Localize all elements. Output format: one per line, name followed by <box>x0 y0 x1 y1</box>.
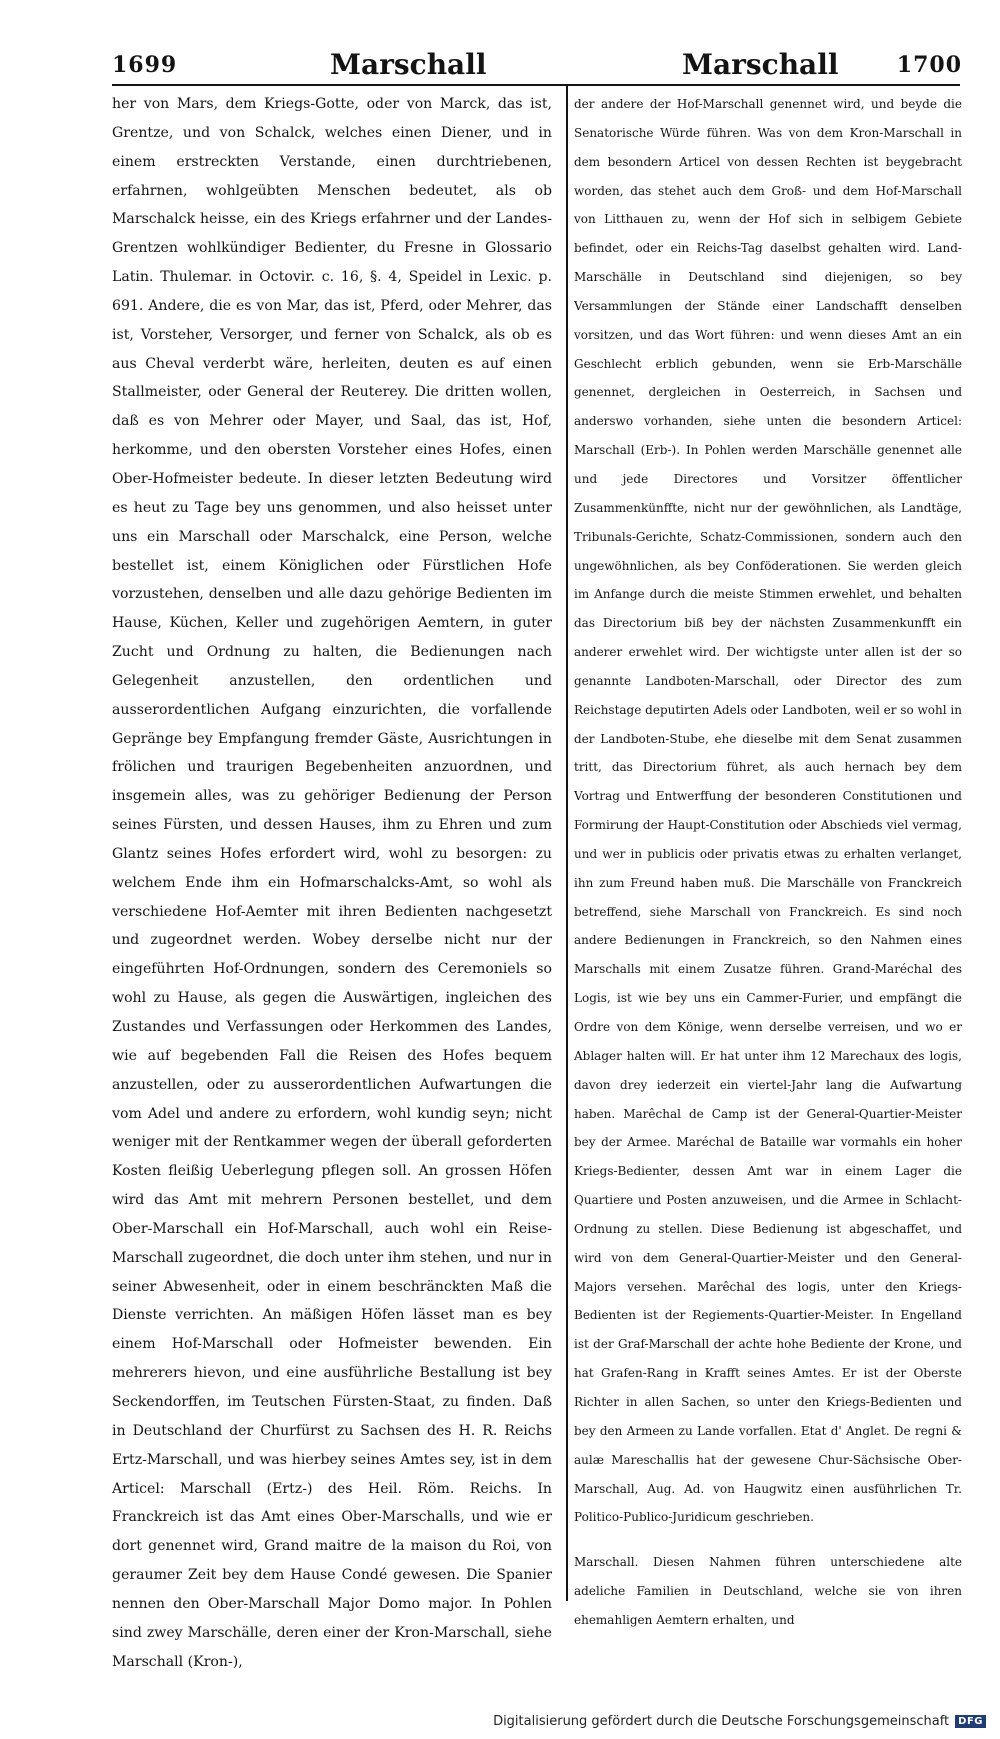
text-column-left <box>112 90 552 1676</box>
page-number-right: 1700 <box>896 52 962 78</box>
running-headword-left: Marschall <box>330 48 487 81</box>
page-number-left: 1699 <box>112 52 178 78</box>
text-column-right <box>574 90 962 1635</box>
paragraph: Marschall. Diesen Nahmen führen unterschiedene alte adeliche Familien in Deutschland, welche sie von ihren ehemahligen Aemtern erhalten, und <box>574 1555 962 1627</box>
running-headword-right: Marschall <box>682 48 839 81</box>
paragraph: der andere der Hof-Marschall genennet wird, und beyde die Senatorische Würde führen. Was von dem Kron-Marschall in dem besondern Articel von dessen Rechten ist beygebracht worden, das stehet auch dem Groß- und dem Hof-Marschall von Litthauen zu, wenn der Hof sich in selbigem Gebiete befindet, oder ein Reichs-Tag daselbst gehalten wird. Land-Marschälle in Deutschland sind diejenigen, so bey Versammlungen der Stände einer Landschafft denselben vorsitzen, und das Wort führen: und wenn dieses Amt an ein Geschlecht erblich gebunden, wenn sie Erb-Marschälle genennet, dergleichen in Oesterreich, in Sachsen und anderswo vorhanden, siehe unten die besondern Articel: Marschall (Erb-). In Pohlen werden Marschälle genennet alle und jede Directores und Vorsitzer öffentlicher Zusammenkünffte, nicht nur der gewöhnlichen, als Landtäge, Tribunals-Gerichte, Schatz-Commissionen, sondern auch den ungewöhnlichen, als bey Conföderationen. Sie werden gleich im Anfange durch die meiste Stimmen erwehlet, und behalten das Directorium biß bey der nächsten Zusammenkunfft ein anderer erwehlet wird. Der wichtigste unter allen ist der so genannte Landboten-Marschall, oder Director des zum Reichstage deputirten Adels oder Landboten, weil er so wohl in der Landboten-Stube, ehe dieselbe mit dem Senat zusammen tritt, das Directorium führet, als auch hernach bey dem Vortrag und Entwerffung der besonderen Constitutionen und Formirung der Haupt-Constitution oder Abschieds viel vermag, und wer in publicis oder privatis etwas zu erhalten verlanget, ihn zum Freund haben muß. Die Marschälle von Franckreich betreffend, siehe Marschall von Franckreich. Es sind noch andere Bedienungen in Franckreich, so den Nahmen eines Marschalls mit einem Zusatze führen. Grand-Maréchal des Logis, ist wie bey uns ein Cammer-Furier, und empfängt die Ordre von dem Könige, wenn derselbe verreisen, und wo er Ablager halten will. Er hat unter ihm 12 Marechaux des logis, davon drey iederzeit ein viertel-Jahr lang die Aufwartung haben. Marêchal de Camp ist der General-Quartier-Meister bey der Armee. Maréchal de Bataille war vormahls ein hoher Kriegs-Bedienter, dessen Amt war in einem Lager die Quartiere und Posten anzuweisen, und die Armee in Schlacht-Ordnung zu stellen. Diese Bedienung ist abgeschaffet, und wird von dem General-Quartier-Meister und den General-Majors versehen. Marêchal des logis, unter den Kriegs-Bedienten ist der Regiements-Quartier-Meister. In Engelland ist der Graf-Marschall der achte hohe Bediente der Krone, und hat Grafen-Rang in Krafft seines Amtes. Er ist der Oberste Richter in allen Sachen, so unter den Kriegs-Bedienten und bey den Armeen zu Lande vorfallen. Etat d' Anglet. De regni & aulæ Mareschallis hat der gewesene Chur-Sächsische Ober-Marschall, Aug. Ad. von Haugwitz einen ausführlichen Tr. Politico-Publico-Juridicum geschrieben. <box>574 97 962 1525</box>
column-divider <box>566 86 568 1601</box>
header-rule <box>112 84 960 86</box>
paragraph: her von Mars, dem Kriegs-Gotte, oder von Marck, das ist, Grentze, und von Schalck, welches einen Diener, und in einem erstreckten Verstande, einen durchtriebenen, erfahrnen, wohlgeübten Menschen bedeutet, als ob Marschalck heisse, ein des Kriegs erfahrner und der Landes-Grentzen wohlkündiger Bedienter, du Fresne in Glossario Latin. Thulemar. in Octovir. c. 16, §. 4, Speidel in Lexic. p. 691. Andere, die es von Mar, das ist, Pferd, oder Mehrer, das ist, Vorsteher, Versorger, und ferner von Schalck, als ob es aus Cheval verderbt wäre, herleiten, deuten es auf einen Stallmeister, oder General der Reuterey. Die dritten wollen, daß es von Mehrer oder Mayer, und Saal, das ist, Hof, herkomme, und den obersten Vorsteher eines Hofes, einen Ober-Hofmeister bedeute. In dieser letzten Bedeutung wird es heut zu Tage bey uns genommen, und also heisset unter uns ein Marschall oder Marschalck, eine Person, welche bestellet ist, einem Königlichen oder Fürstlichen Hofe vorzustehen, denselben und alle dazu gehörige Bedienten im Hause, Küchen, Keller und zugehörigen Aemtern, in guter Zucht und Ordnung zu halten, die Bedienungen nach Gelegenheit anzustellen, den ordentlichen und ausserordentlichen Aufgang einzurichten, die vorfallende Gepränge bey Empfangung fremder Gäste, Ausrichtungen in frölichen und traurigen Begebenheiten anzuordnen, und insgemein alles, was zu gehöriger Bedienung der Person seines Fürsten, und dessen Hauses, ihm zu Ehren und zum Glantz seines Hofes erfordert wird, wohl zu besorgen: zu welchem Ende ihm ein Hofmarschalcks-Amt, so wohl als verschiedene Hof-Aemter mit ihren Bedienten nachgesetzt und zugeordnet werden. Wobey derselbe nicht nur der eingeführten Hof-Ordnungen, sondern des Ceremoniels so wohl zu Hause, als gegen die Auswärtigen, ingleichen des Zustandes und Verfassungen oder Herkommen des Landes, wie auf begebenden Fall die Reisen des Hofes bequem anzustellen, oder zu ausserordentlichen Aufwartungen die vom Adel und andere zu erfordern, wohl kundig seyn; nicht weniger mit der Rentkammer wegen der überall geforderten Kosten fleißig Ueberlegung pflegen soll. An grossen Höfen wird das Amt mit mehrern Personen bestellet, und dem Ober-Marschall ein Hof-Marschall, auch wohl ein Reise-Marschall zugeordnet, die doch unter ihm stehen, und nur in seiner Abwesenheit, oder in einem beschränckten Maß die Dienste verrichten. An mäßigen Höfen lässet man es bey einem Hof-Marschall oder Hofmeister bewenden. Ein mehrerers hievon, und eine ausführliche Bestallung ist bey Seckendorffen, im Teutschen Fürsten-Staat, zu finden. Daß in Deutschland der Churfürst zu Sachsen des H. R. Reichs Ertz-Marschall, und was hierbey seines Amtes sey, ist in dem Articel: Marschall (Ertz-) des Heil. Röm. Reichs. In Franckreich ist das Amt eines Ober-Marschalls, und wie er dort genennet wird, Grand maitre de la maison du Roi, von geraumer Zeit bey dem Hause Condé gewesen. Die Spanier nennen den Ober-Marschall Major Domo major. In Pohlen sind zwey Marschälle, deren einer der Kron-Marschall, siehe Marschall (Kron-), <box>112 96 552 1670</box>
footer-credit: Digitalisierung gefördert durch die Deutsche Forschungsgemeinschaft <box>493 1714 950 1729</box>
page-header <box>112 48 962 82</box>
dfg-logo-icon: DFG <box>955 1715 986 1728</box>
digitization-footer <box>493 1714 986 1729</box>
